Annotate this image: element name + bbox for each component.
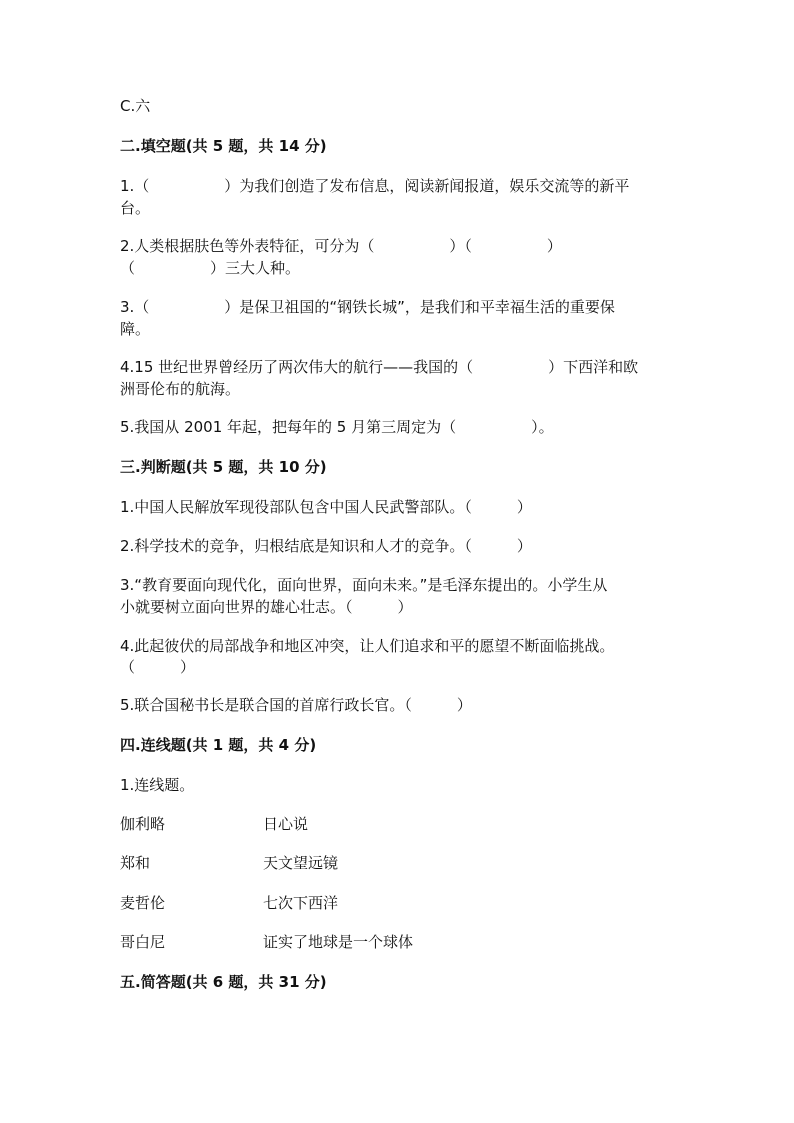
match-right-2: 天文望远镜: [263, 854, 339, 872]
match-q1: 1.连线题。: [120, 776, 195, 794]
judge-q5-line1: 5.联合国秘书长是联合国的首席行政长官。（ ）: [120, 696, 472, 714]
match-left-3: 麦哲伦: [120, 894, 166, 912]
section-short-title: 五.简答题(共 6 题，共 31 分): [120, 973, 327, 991]
fill-q1-line2: 台。: [120, 199, 151, 217]
match-right-1: 日心说: [263, 815, 309, 833]
match-right-3: 七次下西洋: [263, 894, 339, 912]
match-left-4: 哥白尼: [120, 933, 166, 951]
match-left-2: 郑和: [120, 854, 151, 872]
fill-q2-line1: 2.人类根据肤色等外表特征，可分为（ ）（ ）: [120, 237, 562, 255]
match-right-4: 证实了地球是一个球体: [263, 933, 414, 951]
section-fill-title: 二.填空题(共 5 题，共 14 分): [120, 137, 327, 155]
judge-q1-line1: 1.中国人民解放军现役部队包含中国人民武警部队。（ ）: [120, 498, 532, 516]
fill-q2-line2: （ ）三大人种。: [120, 259, 301, 277]
judge-q2-line1: 2.科学技术的竞争，归根结底是知识和人才的竞争。（ ）: [120, 537, 532, 555]
judge-q3-line2: 小就要树立面向世界的雄心壮志。（ ）: [120, 598, 413, 616]
section-judge-title: 三.判断题(共 5 题，共 10 分): [120, 458, 327, 476]
option-c: C.六: [120, 97, 151, 115]
judge-q4-line2: （ ）: [120, 658, 196, 676]
fill-q4-line1: 4.15 世纪世界曾经历了两次伟大的航行——我国的（ ）下西洋和欧: [120, 358, 639, 376]
match-left-1: 伽利略: [120, 815, 166, 833]
judge-q4-line1: 4.此起彼伏的局部战争和地区冲突，让人们追求和平的愿望不断面临挑战。: [120, 637, 615, 655]
fill-q3-line1: 3.（ ）是保卫祖国的“钢铁长城”，是我们和平幸福生活的重要保: [120, 298, 615, 316]
fill-q1-line1: 1.（ ）为我们创造了发布信息，阅读新闻报道，娱乐交流等的新平: [120, 177, 630, 195]
section-match-title: 四.连线题(共 1 题，共 4 分): [120, 736, 317, 754]
fill-q4-line2: 洲哥伦布的航海。: [120, 380, 241, 398]
fill-q3-line2: 障。: [120, 320, 151, 338]
fill-q5-line1: 5.我国从 2001 年起，把每年的 5 月第三周定为（ ）。: [120, 418, 554, 436]
judge-q3-line1: 3.“教育要面向现代化，面向世界，面向未来。”是毛泽东提出的。小学生从: [120, 576, 608, 594]
